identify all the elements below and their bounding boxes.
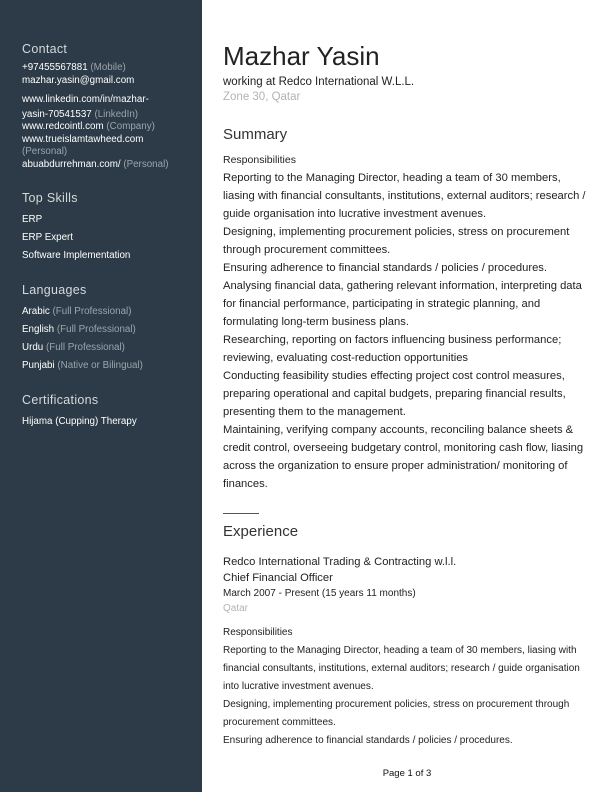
sidebar — [0, 0, 202, 792]
job-location: Qatar — [223, 603, 249, 614]
email-link[interactable]: mazhar.yasin@gmail.com — [22, 74, 135, 86]
job-title: Chief Financial Officer — [223, 572, 333, 584]
location: Zone 30, Qatar — [223, 91, 301, 103]
experience-heading: Experience — [223, 523, 299, 540]
link-type: (Personal) — [22, 146, 68, 157]
skill-item: ERP — [22, 214, 43, 225]
skill-item: ERP Expert — [22, 232, 74, 243]
summary-text: Responsibilities Reporting to the Managing Director, heading a team of 30 members, liasing with financial consultants, institutions, external auditors; research / guide organisation into lucrative investment avenues. Designing, implementing procurement policies, stress on procurement through procurement committees. Ensuring adherence to financial standards / policies / procedures. Analysing financial data, gathering relevant information, interpreting data for financial performance, participating in strategic planning, and formulating long-term business plans. Researching, reporting on factors influencing business performance; reviewing, evaluating cost-reduction opportunities Conducting feasibility studies effecting project cost control measures, preparing operational and capital budgets, preparing financial results, presenting them to the management. Maintaining, verifying company accounts, reconciling balance sheets & credit control, overseeing budgetary control, monitoring cash flow, liasing across the organization to ensure proper administration/ monitoring of finances. — [223, 154, 586, 490]
section-divider — [223, 513, 259, 514]
languages-section — [22, 283, 197, 375]
certification-item: Hijama (Cupping) Therapy — [22, 416, 137, 427]
skills-section — [22, 191, 197, 265]
summary-heading: Summary — [223, 126, 288, 143]
linkedin-link-cont[interactable]: yasin-70541537 — [22, 108, 92, 120]
link-type: (Company) — [106, 121, 155, 132]
company-link[interactable]: www.redcointl.com — [22, 121, 104, 132]
languages-heading: Languages — [22, 283, 87, 297]
phone: +97455567881 — [22, 62, 88, 73]
link-type: (LinkedIn) — [94, 108, 139, 120]
job-description: Responsibilities Reporting to the Managing Director, heading a team of 30 members, liasing with financial consultants, institutions, external auditors; research / guide organisation into lucrative investment avenues. Designing, implementing procurement policies, stress on procurement through procurement committees. Ensuring adherence to financial standards / policies / procedures. — [223, 627, 580, 746]
language-item: Arabic (Full Professional) — [22, 306, 132, 317]
skills-heading: Top Skills — [22, 191, 78, 205]
language-item: Urdu (Full Professional) — [22, 342, 125, 353]
certifications-section — [22, 393, 197, 431]
person-name: Mazhar Yasin — [223, 41, 380, 71]
contact-heading: Contact — [22, 42, 68, 56]
headline: working at Redco International W.L.L. — [223, 76, 415, 88]
personal-link[interactable]: www.trueislamtawheed.com — [22, 133, 144, 145]
certifications-heading: Certifications — [22, 393, 99, 407]
language-item: Punjabi (Native or Bilingual) — [22, 360, 143, 371]
page-number: Page 1 of 3 — [382, 768, 432, 779]
link-type: (Personal) — [123, 158, 169, 170]
skill-item: Software Implementation — [22, 250, 131, 261]
experience-entry — [223, 554, 595, 750]
language-item: English (Full Professional) — [22, 324, 136, 335]
phone-type: (Mobile) — [90, 62, 126, 73]
job-dates: March 2007 - Present (15 years 11 months) — [223, 588, 416, 599]
personal-link-2[interactable]: abuabdurrehman.com/ — [22, 158, 121, 170]
main-content — [223, 40, 595, 750]
contact-section — [22, 42, 197, 171]
linkedin-link[interactable]: www.linkedin.com/in/mazhar- — [22, 94, 149, 105]
company-name: Redco International Trading & Contracting w.l.l. — [223, 556, 457, 568]
